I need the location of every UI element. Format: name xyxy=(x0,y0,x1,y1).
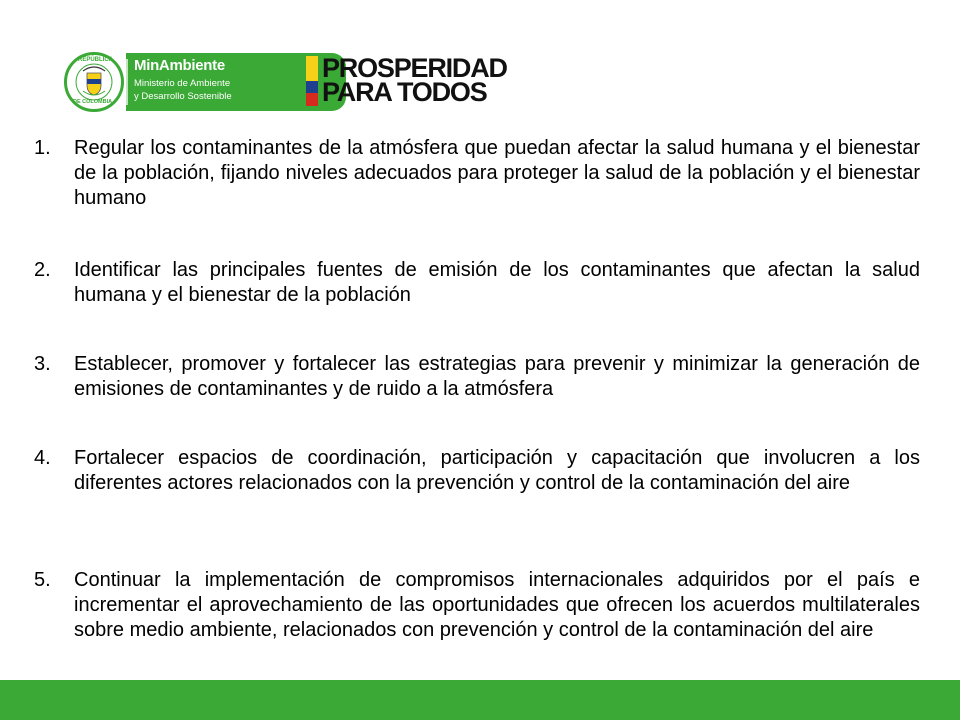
list-item-number: 3. xyxy=(34,353,51,375)
list-item-text: Fortalecer espacios de coordinación, participación y capacitación que involucren a los diferentes actores relacionados con la prevención y control de la contaminación del aire xyxy=(74,447,920,494)
list-item-number: 1. xyxy=(34,137,51,159)
list-item xyxy=(34,568,920,643)
ministry-subtitle-line2: y Desarrollo Sostenible xyxy=(134,91,232,102)
list-item-number: 5. xyxy=(34,569,51,591)
footer-bar xyxy=(0,680,960,720)
list-item xyxy=(34,136,920,211)
ministry-subtitle-line1: Ministerio de Ambiente xyxy=(134,78,231,89)
seal-ring-text-bottom: DE COLOMBIA xyxy=(73,99,113,105)
list-item-text: Continuar la implementación de compromisos internacionales adquiridos por el país e incrementar el aprovechamiento de las oportunidades que ofrecen los acuerdos multilaterales sobre medio ambiente, relacionados con prevención y control de la contaminación del aire xyxy=(74,569,920,641)
seal-ring-text-top: REPÚBLICA xyxy=(78,57,114,63)
prosperidad-line1: PROSPERIDAD xyxy=(322,53,507,83)
list-item xyxy=(34,446,920,496)
ministry-name: MinAmbiente xyxy=(134,57,225,74)
prosperidad-line2: PARA TODOS xyxy=(322,77,487,107)
list-item xyxy=(34,258,920,308)
list-item-number: 4. xyxy=(34,447,51,469)
list-item-text: Identificar las principales fuentes de emisión de los contaminantes que afectan la salud humana y el bienestar de la población xyxy=(74,259,920,306)
list-item xyxy=(34,352,920,402)
list-item-number: 2. xyxy=(34,259,51,281)
list-item-text: Regular los contaminantes de la atmósfera que puedan afectar la salud humana y el bienestar de la población, fijando niveles adecuados para proteger la salud de la población y el bienestar humano xyxy=(74,137,920,209)
list-item-text: Establecer, promover y fortalecer las estrategias para prevenir y minimizar la generación de emisiones de contaminantes y de ruido a la atmósfera xyxy=(74,353,920,400)
